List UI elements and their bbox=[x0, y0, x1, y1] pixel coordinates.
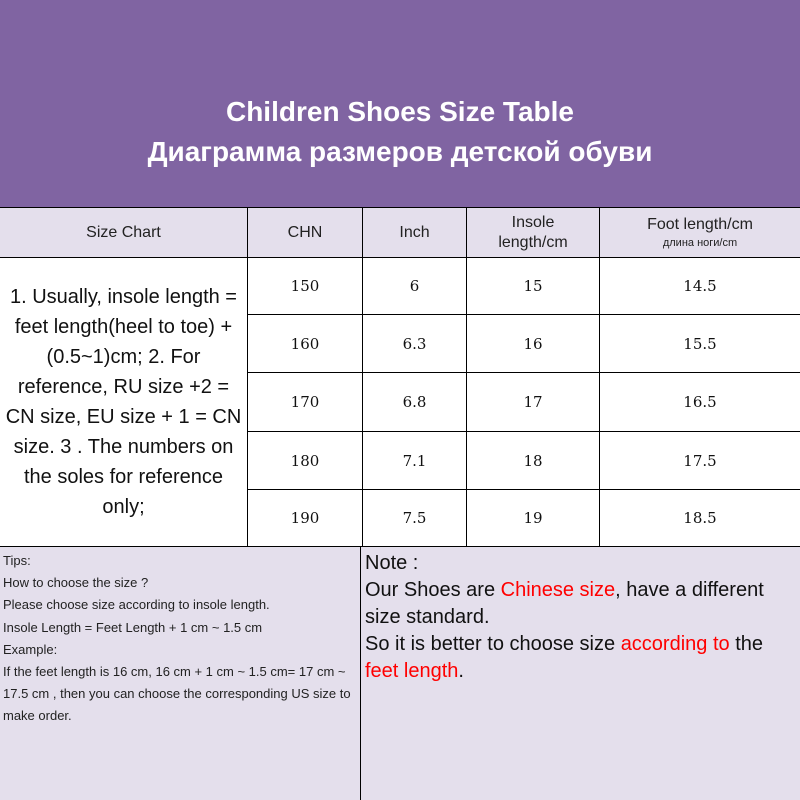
note-panel bbox=[361, 546, 800, 800]
title-banner bbox=[0, 0, 800, 207]
tips-instruction: Please choose size according to insole length. bbox=[3, 597, 270, 613]
table-cell-inch: 6.8 bbox=[362, 372, 466, 431]
title-russian: Диаграмма размеров детской обуви bbox=[147, 136, 653, 167]
title-english: Children Shoes Size Table bbox=[225, 96, 574, 127]
header-chn bbox=[247, 207, 362, 257]
table-cell-chn: 160 bbox=[247, 314, 362, 372]
table-cell-foot: 14.5 bbox=[599, 257, 800, 314]
table-cell-inch: 6.3 bbox=[362, 314, 466, 372]
note-paragraph-1 bbox=[365, 577, 794, 631]
tips-heading: Tips: bbox=[3, 553, 31, 568]
table-cell-chn: 190 bbox=[247, 489, 362, 546]
size-notes-text: 1. Usually, insole length = feet length(heel to toe) + (0.5~1)cm; 2. For reference, RU size +2 = CN size, EU size + 1 = CN size. 3 . The numbers on the soles for reference only; bbox=[5, 286, 242, 518]
note-p1-text: Our Shoes are bbox=[365, 579, 501, 601]
note-p2-text-mid: the bbox=[729, 633, 764, 655]
table-cell-insole: 16 bbox=[466, 314, 599, 372]
note-p2-highlight-2: feet length bbox=[365, 660, 459, 682]
header-size-chart bbox=[0, 207, 247, 257]
note-p2-text-end: . bbox=[458, 660, 464, 682]
table-cell-foot: 15.5 bbox=[599, 314, 800, 372]
note-p1-text-end: , have a different size standard. bbox=[365, 579, 764, 628]
size-notes-cell bbox=[0, 257, 247, 546]
note-p2-text: So it is better to choose size bbox=[365, 633, 621, 655]
table-cell-chn: 170 bbox=[247, 372, 362, 431]
table-cell-insole: 17 bbox=[466, 372, 599, 431]
tips-formula: Insole Length = Feet Length + 1 cm ~ 1.5 cm bbox=[3, 619, 263, 635]
header-inch bbox=[362, 207, 466, 257]
table-cell-inch: 7.5 bbox=[362, 489, 466, 546]
header-insole-line1: Insole bbox=[511, 213, 555, 231]
table-cell-chn: 150 bbox=[247, 257, 362, 314]
tips-question: How to choose the size ? bbox=[3, 575, 149, 591]
table-cell-inch: 6 bbox=[362, 257, 466, 314]
note-paragraph-2 bbox=[365, 631, 794, 685]
header-insole bbox=[466, 207, 599, 257]
table-cell-insole: 15 bbox=[466, 257, 599, 314]
table-cell-chn: 180 bbox=[247, 431, 362, 489]
header-inch-label: Inch bbox=[399, 223, 430, 241]
header-size-chart-label: Size Chart bbox=[86, 223, 161, 241]
tips-example-text: If the feet length is 16 cm, 16 cm + 1 cm ~ 1.5 cm= 17 cm ~ 17.5 cm , then you can choose the corresponding US size to make order. bbox=[3, 664, 351, 724]
table-cell-inch: 7.1 bbox=[362, 431, 466, 489]
tips-example-heading: Example: bbox=[3, 641, 58, 657]
note-title: Note : bbox=[365, 552, 419, 574]
header-insole-line2: length/cm bbox=[498, 233, 568, 251]
tips-panel bbox=[0, 546, 361, 800]
table-cell-insole: 19 bbox=[466, 489, 599, 546]
table-cell-foot: 16.5 bbox=[599, 372, 800, 431]
table-cell-foot: 17.5 bbox=[599, 431, 800, 489]
header-foot-label: Foot length/cm bbox=[647, 215, 753, 233]
note-p1-highlight: Chinese size bbox=[500, 579, 616, 601]
header-foot-length bbox=[599, 207, 800, 257]
header-foot-sublabel: длина ноги/cm bbox=[662, 236, 738, 249]
table-cell-foot: 18.5 bbox=[599, 489, 800, 546]
header-chn-label: CHN bbox=[287, 223, 323, 241]
note-p2-highlight: according to bbox=[620, 633, 730, 655]
table-cell-insole: 18 bbox=[466, 431, 599, 489]
